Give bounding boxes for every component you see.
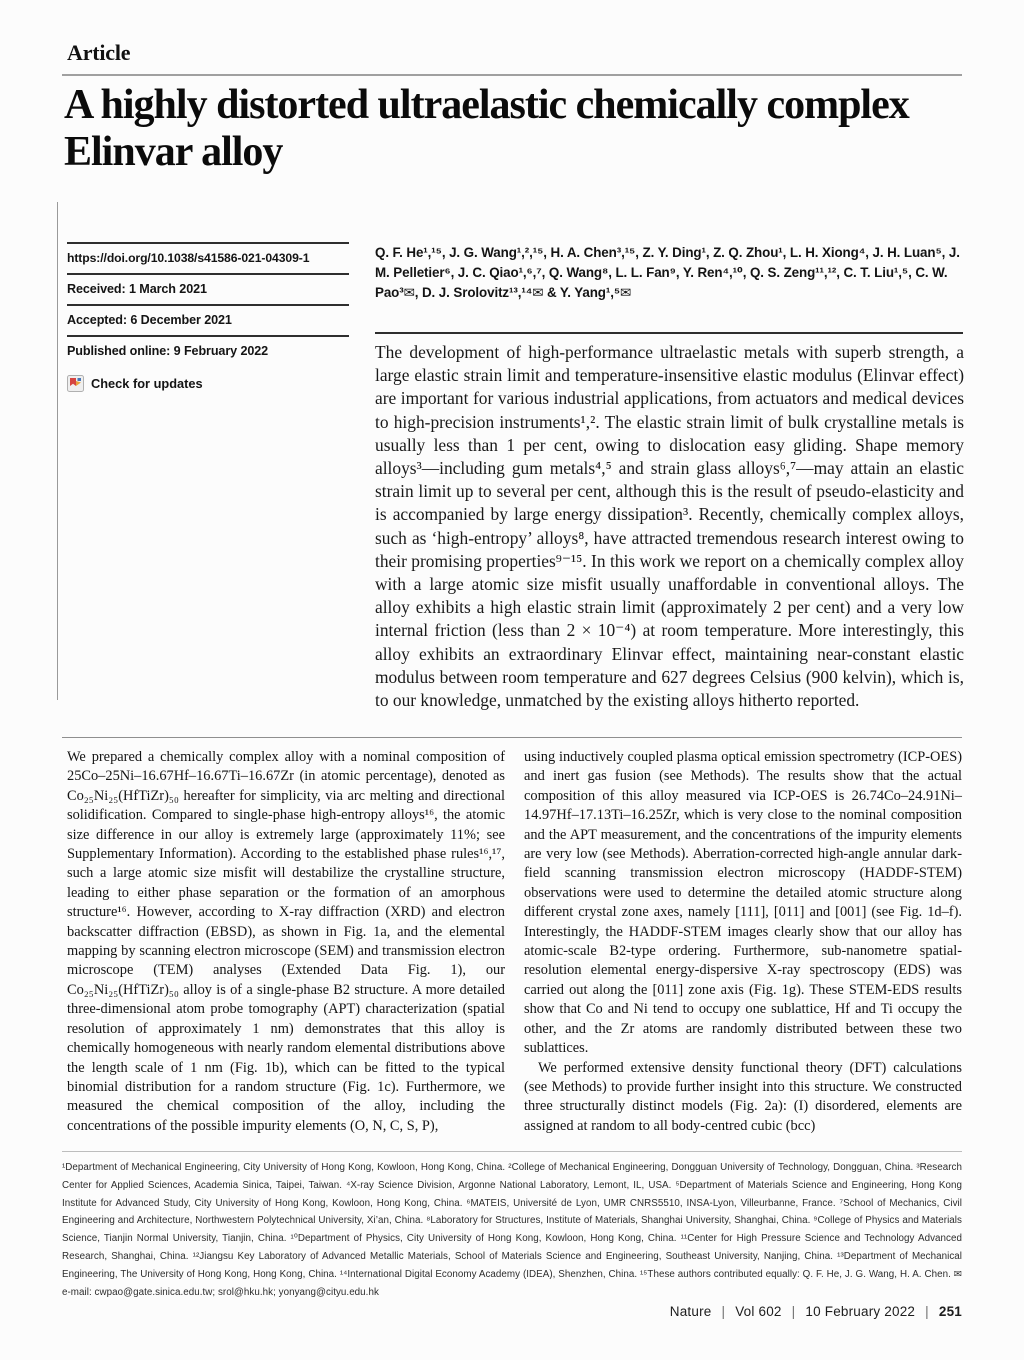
accepted-date: Accepted: 6 December 2021 bbox=[67, 304, 349, 335]
body-column-left bbox=[67, 748, 505, 1136]
footer-divider: | bbox=[925, 1304, 929, 1319]
page-footer bbox=[670, 1304, 962, 1319]
left-margin-rule bbox=[57, 202, 58, 700]
footer-divider: | bbox=[721, 1304, 726, 1319]
footer-journal: Nature bbox=[669, 1304, 712, 1319]
body-separator-rule bbox=[62, 737, 962, 738]
body-paragraph: We performed extensive density functional theory (DFT) calculations (see Methods) to provide further insight into this structure. We constructed three structurally distinct models (Fig. 2a): (I) disordered, elements are assigned at random to all body-centred cubic (bcc) bbox=[524, 1059, 962, 1134]
check-for-updates-button[interactable] bbox=[67, 375, 349, 392]
abstract-text: The development of high-performance ultraelastic metals with superb strength, a large elastic strain limit and temperature-insensitive elastic modulus (Elinvar effect) are important for various industrial applications, from actuators and medical devices to high-precision instruments¹,². The elastic strain limit of bulk crystalline metals is usually less than 1 per cent, owing to dislocation easy gliding. Shape memory alloys³—including gum metals⁴,⁵ and strain glass alloys⁶,⁷—may attain an elastic strain limit up to several per cent, although this is the result of pseudo-elasticity and is accompanied by large energy dissipation³. Recently, chemically complex alloys, such as ‘high-entropy’ alloys⁸, have attracted tremendous research interest owing to their promising properties⁹⁻¹⁵. In this work we report on a chemically complex alloy with a large atomic size misfit usually unaffordable in conventional alloys. The alloy exhibits a high elastic strain limit (approximately 2 per cent) and a very low internal friction (less than 2 × 10⁻⁴) at room temperature. More interestingly, this alloy exhibits an extraordinary Elinvar effect, maintaining near-constant elastic modulus between room temperature and 627 degrees Celsius (900 kelvin), which is, to our knowledge, unmatched by the existing alloys hitherto reported. bbox=[375, 342, 964, 711]
body-paragraph: using inductively coupled plasma optical emission spectrometry (ICP-OES) and inert gas fusion (see Methods). The results show that the actual composition of this alloy measured via ICP-OES is 26.74Co–24.91Ni–14.97Hf–17.13Ti–16.25Zr, which is very close to the nominal composition and the APT measurement, and the concentrations of the impurity elements are very low (see Methods). Aberration-corrected high-angle annular dark-field scanning transmission electron microscopy (HADDF-STEM) observations were used to determine the detailed atomic structure along different crystal zone axes, namely [111], [011] and [001] (see Fig. 1d–f). Interestingly, the HADDF-STEM images clearly show that our alloy has atomic-scale B2-type ordering. Furthermore, sub-nanometre spatial-resolution elemental energy-dispersive X-ray spectroscopy (EDS) was carried out along the [011] zone axis (Fig. 1g). These STEM-EDS results show that Co and Ni tend to occupy one sublattice, Hf and Ti occupy the other, and the Zr atoms are randomly distributed between these two sublattices. bbox=[524, 749, 962, 1057]
footer-page-number: 251 bbox=[938, 1304, 962, 1319]
footer-volume: Vol 602 bbox=[735, 1304, 782, 1319]
affiliations-footnotes: ¹Department of Mechanical Engineering, City University of Hong Kong, Kowloon, Hong Kong, China. ²College of Mechanical Engineering, Dongguan University of Technology, Dongguan, China. ³Research Center for Applied Sciences, Academia Sinica, Taipei, Taiwan. ⁴X-ray Science Division, Argonne National Laboratory, Lemont, IL, USA. ⁵Department of Materials Science and Engineering, Hong Kong Institute for Advanced Study, City University of Hong Kong, Kowloon, Hong Kong, China. ⁶MATEIS, Université de Lyon, UMR CNRS5510, INSA-Lyon, Villeurbanne, France. ⁷School of Mechanics, Civil Engineering and Architecture, Northwestern Polytechnical University, Xi’an, China. ⁸Laboratory for Structures, Institute of Materials, Shanghai University, Shanghai, China. ⁹College of Physics and Materials Science, Tianjin Normal University, Tianjin, China. ¹⁰Department of Physics, City University of Hong Kong, Kowloon, Hong Kong, China. ¹¹Center for High Pressure Science and Technology Advanced Research, Shanghai, China. ¹²Jiangsu Key Laboratory of Advanced Metallic Materials, School of Materials Science and Engineering, Southeast University, Nanjing, China. ¹³Department of Mechanical Engineering, The University of Hong Kong, Hong Kong, China. ¹⁴International Digital Economy Academy (IDEA), Shenzhen, China. ¹⁵These authors contributed equally: Q. F. He, J. G. Wang, H. A. Chen. ✉e-mail: cwpao@gate.sinica.edu.tw; srol@hku.hk; yonyang@cityu.edu.hk bbox=[62, 1151, 962, 1301]
doi-link[interactable]: https://doi.org/10.1038/s41586-021-04309-1 bbox=[67, 242, 349, 273]
article-metadata bbox=[67, 242, 349, 392]
body-paragraph: We prepared a chemically complex alloy with a nominal composition of 25Co–25Ni–16.67Hf–16.67Ti–16.67Zr (in atomic percentage), denoted as Co₂₅Ni₂₅(HfTiZr)₅₀ hereafter for simplicity, via arc melting and directional solidification. Compared to single-phase high-entropy alloys¹⁶, the atomic size difference in our alloy is extremely large (approximately 11%; see Supplementary Information). According to the established phase rules¹⁶,¹⁷, such a large atomic size misfit will destabilize the crystalline structure, leading to either phase separation or the formation of an amorphous structure¹⁶. However, according to X-ray diffraction (XRD) and electron backscatter diffraction (EBSD), as shown in Fig. 1a, and the elemental mapping by scanning electron microscope (SEM) and transmission electron microscope (TEM) analyses (Extended Data Fig. 1), our Co₂₅Ni₂₅(HfTiZr)₅₀ alloy is of a single-phase B2 structure. A more detailed three-dimensional atom probe tomography (APT) characterization (spatial resolution of approximately 1 nm) demonstrates that this alloy is chemically homogeneous with nearly random elemental distributions above the length scale of 1 nm (Fig. 1b), which can be fitted to the typical binomial distribution for a random structure (Fig. 1c). Furthermore, we measured the chemical composition of the alloy, including the concentrations of the possible impurity elements (O, N, C, S, P), bbox=[67, 749, 505, 1134]
crossmark-icon bbox=[67, 375, 84, 392]
body-text bbox=[67, 748, 963, 1136]
abstract-rule bbox=[375, 332, 963, 334]
footer-divider: | bbox=[791, 1304, 796, 1319]
footer-date: 10 February 2022 bbox=[805, 1304, 916, 1319]
body-column-right bbox=[524, 748, 962, 1136]
published-date: Published online: 9 February 2022 bbox=[67, 335, 349, 366]
page-title: A highly distorted ultraelastic chemically complex Elinvar alloy bbox=[64, 82, 909, 175]
check-for-updates-label: Check for updates bbox=[91, 376, 203, 391]
received-date: Received: 1 March 2021 bbox=[67, 273, 349, 304]
article-kicker: Article bbox=[67, 40, 131, 65]
author-list: Q. F. He¹,¹⁵, J. G. Wang¹,²,¹⁵, H. A. Chen³,¹⁵, Z. Y. Ding¹, Z. Q. Zhou¹, L. H. Xiong⁴, J. H. Luan⁵, J. M. Pelletier⁶, J. C. Qiao¹,⁶,⁷, Q. Wang⁸, L. L. Fan⁹, Y. Ren⁴,¹⁰, Q. S. Zeng¹¹,¹², C. T. Liu¹,⁵, C. W. Pao³✉, D. J. Srolovitz¹³,¹⁴✉ & Y. Yang¹,⁵✉ bbox=[375, 245, 960, 300]
kicker-rule bbox=[62, 74, 962, 76]
